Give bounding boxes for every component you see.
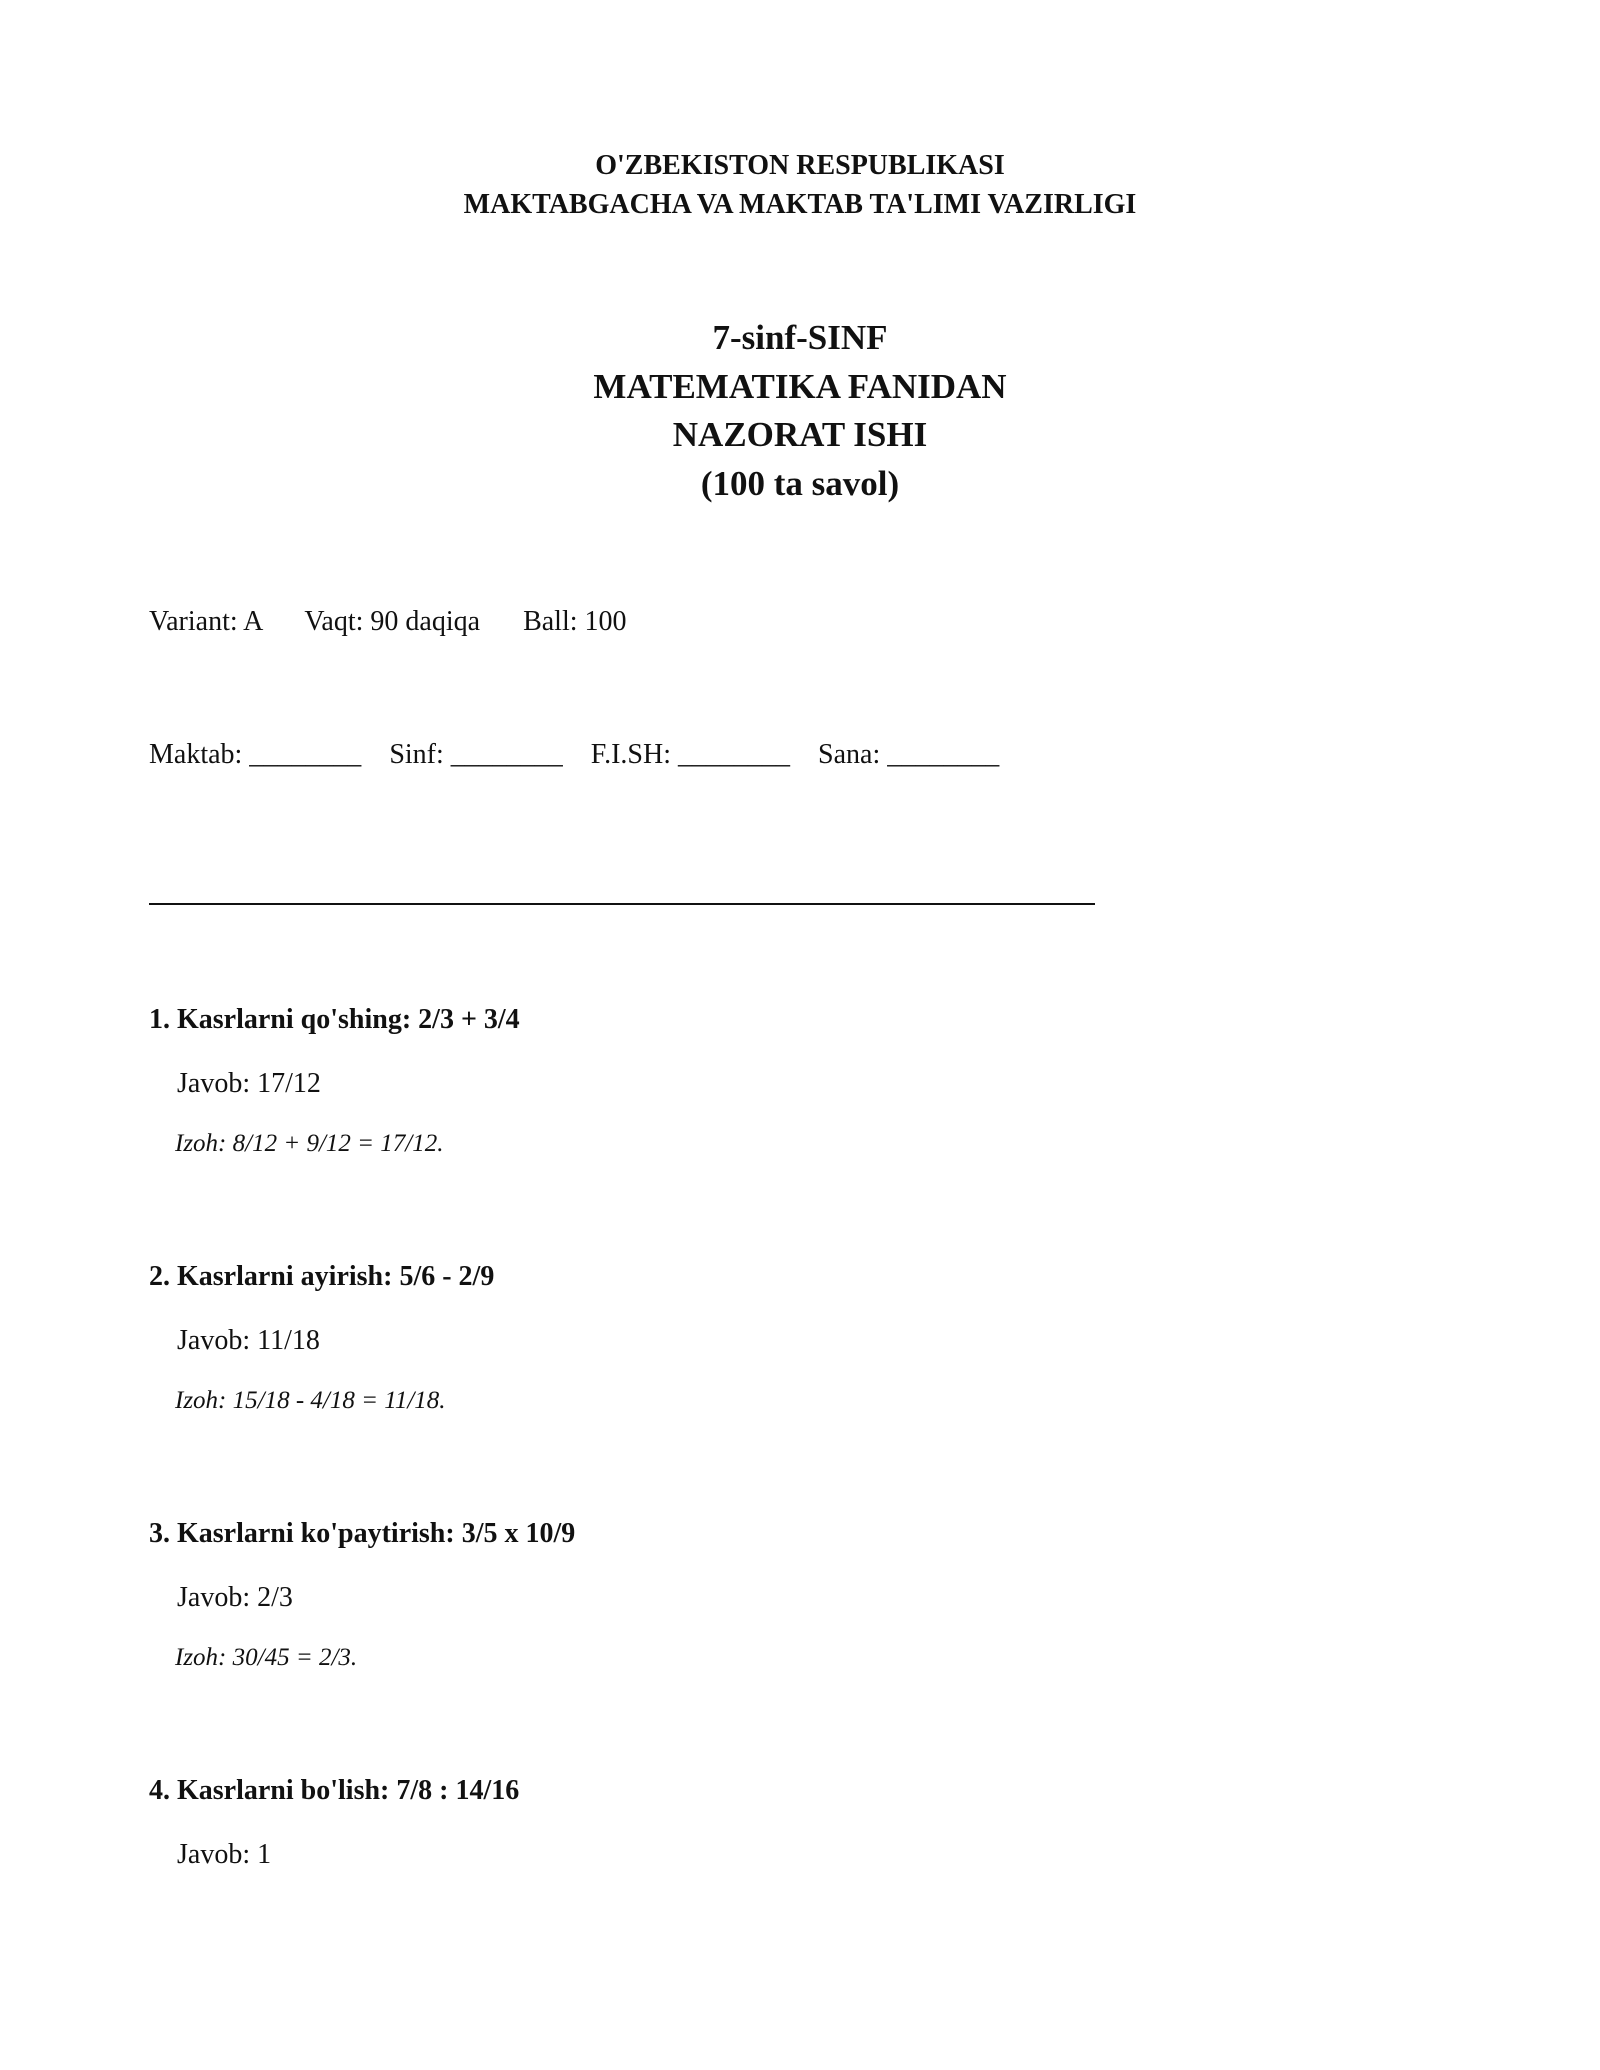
name-field: F.I.SH: ________ <box>590 739 791 770</box>
exam-meta <box>149 605 627 639</box>
school-field: Maktab: ________ <box>149 739 362 770</box>
question-title: 3. Kasrlarni ko'paytirish: 3/5 x 10/9 <box>149 1518 576 1549</box>
header-line-ministry: MAKTABGACHA VA MAKTAB TA'LIMI VAZIRLIGI <box>463 189 1137 220</box>
time-label: Vaqt: 90 daqiqa <box>304 606 481 637</box>
section-divider <box>149 903 1095 905</box>
score-label: Ball: 100 <box>523 606 627 637</box>
question-title: 2. Kasrlarni ayirish: 5/6 - 2/9 <box>149 1261 495 1292</box>
question-note: Izoh: 30/45 = 2/3. <box>175 1644 358 1671</box>
title-subject: MATEMATIKA FANIDAN <box>593 366 1007 406</box>
title-type: NAZORAT ISHI <box>672 415 928 454</box>
question-answer: Javob: 17/12 <box>177 1068 321 1099</box>
question-item <box>149 1003 1449 1159</box>
student-fields <box>149 738 1020 772</box>
date-field: Sana: ________ <box>818 739 1000 770</box>
question-answer: Javob: 1 <box>177 1839 272 1870</box>
variant-label: Variant: A <box>149 606 264 637</box>
question-answer: Javob: 11/18 <box>177 1325 320 1356</box>
question-note: Izoh: 8/12 + 9/12 = 17/12. <box>175 1130 444 1157</box>
question-item <box>149 1517 1449 1673</box>
exam-title <box>0 314 1600 508</box>
question-item <box>149 1260 1449 1416</box>
ministry-header <box>0 146 1600 224</box>
title-question-count: (100 ta savol) <box>700 463 900 503</box>
header-line-country: O'ZBEKISTON RESPUBLIKASI <box>595 150 1005 181</box>
question-title: 1. Kasrlarni qo'shing: 2/3 + 3/4 <box>149 1004 520 1035</box>
question-title: 4. Kasrlarni bo'lish: 7/8 : 14/16 <box>149 1775 520 1806</box>
question-answer: Javob: 2/3 <box>177 1582 293 1613</box>
class-field: Sinf: ________ <box>389 739 563 770</box>
question-note: Izoh: 15/18 - 4/18 = 11/18. <box>175 1387 446 1414</box>
title-grade: 7-sinf-SINF <box>712 318 888 357</box>
question-item <box>149 1774 1449 1872</box>
